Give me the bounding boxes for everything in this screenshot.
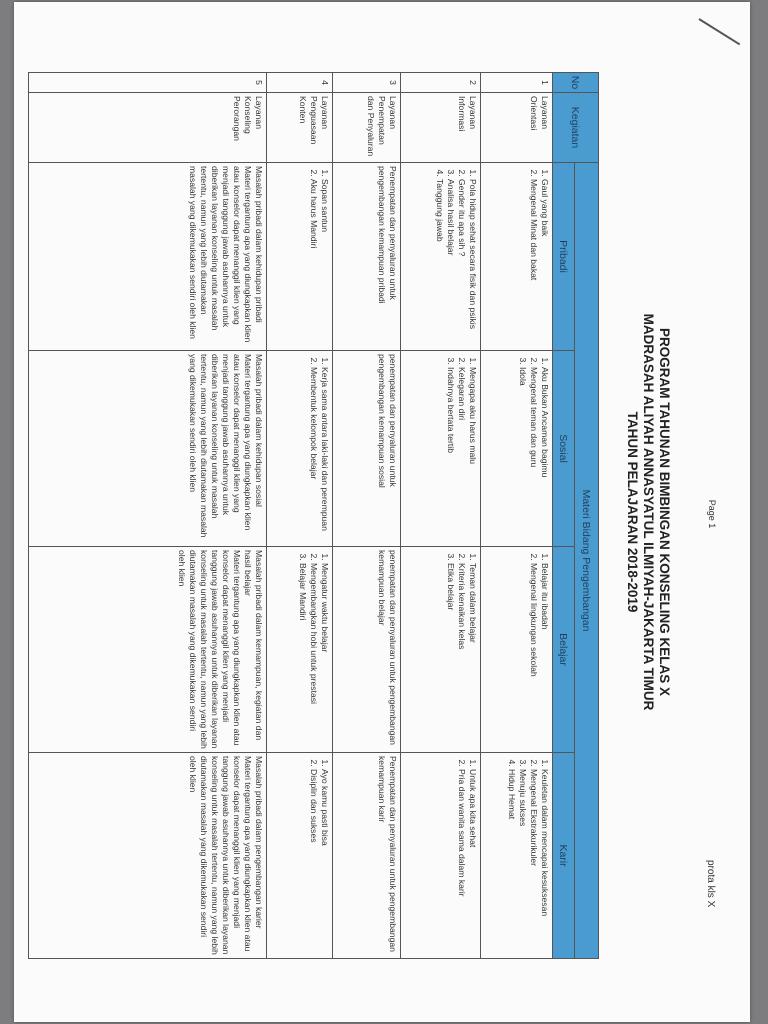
list-item: 2. Mengenal teman dan guru xyxy=(528,367,539,543)
row-number: 2 xyxy=(401,73,481,93)
pribadi-cell xyxy=(401,163,481,351)
belajar-list xyxy=(445,550,478,749)
belajar-list xyxy=(297,550,330,749)
list-item: 1. Belajar itu ibadah xyxy=(539,563,550,749)
title-line-2: MADRASAH ALIYAH ANNASYATUL ILMIYAH-JAKARTA TIMUR xyxy=(641,313,656,711)
list-item: 1. Keuletan dalam mencapai kesuksesan xyxy=(539,769,550,955)
document-code: prota kls X xyxy=(705,860,716,908)
belajar-paragraph: Materi tergantung apa yang diungkapkan klien atau konselor dapat menanggil klien yang menjadi tanggung jawab asuhannya untuk diberikan layanan konseling untuk masalah tertentu, namun yang lebih diutamakan masalah yang dikemukakan sendiri oleh klien xyxy=(177,550,242,749)
sosial-cell: penempatan dan penyaluran untuk pengembangan kemampuan sosial xyxy=(333,351,401,547)
title-line-3: TAHUN PELAJARAN 2018-2019 xyxy=(625,411,640,613)
pribadi-cell: Penempatan dan penyaluran untuk pengembangan kemampuan pribadi xyxy=(333,163,401,351)
sosial-paragraph: Materi tergantung apa yang diungkapkan klien atau konselor dapat menanggil klien yang menjadi tanggung jawab asuhannya untuk diberikan layanan konseling untuk masalah tertentu, namun yang lebih diutamakan masalah yang dikemukakan sendiri oleh klien xyxy=(188,354,253,538)
list-item: 3. Etika belajar xyxy=(445,563,456,749)
list-item: 1. Teman dalam belajar xyxy=(467,563,478,749)
karir-paragraph: Masalah pribadi dalam pengembangan karier xyxy=(254,756,264,929)
list-item: 1. Kerja sama antara laki-laki dan perempuan xyxy=(319,367,330,543)
list-item: 3. Idola xyxy=(517,367,528,543)
page-number: Page 1 xyxy=(707,499,717,529)
table-row xyxy=(29,73,267,959)
list-item: 2. Mengembangkan hobi untuk prestasi xyxy=(308,563,319,749)
karir-cell: Penempatan dan penyaluran untuk pengembangan kemampuan karir xyxy=(333,753,401,959)
header-belajar: Belajar xyxy=(553,547,575,753)
list-item: 1. Gaul yang baik xyxy=(539,179,550,347)
row-number: 3 xyxy=(333,73,401,93)
karir-cell xyxy=(401,753,481,959)
karir-cell xyxy=(29,753,267,959)
list-item: 3. Indahnya bertata tertib xyxy=(445,367,456,543)
belajar-cell: penempatan dan penyaluran untuk pengembangan kemampuan belajar xyxy=(333,547,401,753)
list-item: 2. Mengenal Minat dan bakat xyxy=(528,179,539,347)
header-karir: Karir xyxy=(553,753,575,959)
list-item: 2. Kelegaran diri xyxy=(456,367,467,543)
list-item: 1. Mengapa aku harus malu xyxy=(467,367,478,543)
table-row xyxy=(401,73,481,959)
belajar-cell xyxy=(481,547,553,753)
belajar-cell xyxy=(267,547,333,753)
list-item: 2. Gender itu apa sih ? xyxy=(456,179,467,347)
list-item: 2. Aku harus Mandiri xyxy=(308,179,319,347)
karir-paragraph: Materi tergantung apa yang diungkapkan klien atau konselor dapat menanggil klien yang menjadi tanggung jawab asuhannya untuk diberikan layanan konseling untuk masalah tertentu, namun yang lebih diutamakan masalah yang dikemukakan sendiri oleh klien xyxy=(188,756,253,955)
sosial-list xyxy=(445,354,478,543)
sosial-cell xyxy=(481,351,553,547)
kegiatan-cell: Layanan Penempatan dan Penyaluran xyxy=(333,93,401,163)
title-line-1: PROGRAM TAHUNAN BIMBINGAN KONSELING KELAS X xyxy=(657,327,672,696)
table-row xyxy=(481,73,553,959)
list-item: 2. Pria dan wanita sama dalam karir xyxy=(456,769,467,955)
pribadi-list xyxy=(434,166,478,347)
table-row xyxy=(267,73,333,959)
kegiatan-cell: Layanan Informasi xyxy=(401,93,481,163)
list-item: 2. Kriteria kenaikan kelas xyxy=(456,563,467,749)
sosial-cell xyxy=(29,351,267,547)
pribadi-cell xyxy=(481,163,553,351)
pribadi-cell xyxy=(29,163,267,351)
row-number: 5 xyxy=(29,73,267,93)
list-item: 2. Mengenal Ekstrakurikuler xyxy=(528,769,539,955)
header-pribadi: Pribadi xyxy=(553,163,575,351)
scanned-page xyxy=(14,2,750,1022)
header-no: No xyxy=(553,73,599,93)
list-item: 2. Disiplin dan sukses xyxy=(308,769,319,955)
sosial-list xyxy=(308,354,330,543)
list-item: 3. Analisa hasil belajar xyxy=(445,179,456,347)
pribadi-paragraph: Materi tergantung apa yang diungkapkan klien atau konselor dapat menanggil klien yang menjadi tanggung jawab asuhannya untuk diberikan layanan konseling untuk masalah tertentu, namun yang lebih diutamakan masalah yang dikemukakan sendiri oleh klien xyxy=(188,166,253,343)
list-item: 1. Pola hidup sehat secara fisik dan psikis xyxy=(467,179,478,347)
list-item: 3. Menuju sukses xyxy=(517,769,528,955)
row-number: 4 xyxy=(267,73,333,93)
header-kegiatan: Kegiatan xyxy=(553,93,599,163)
program-table xyxy=(28,72,599,958)
list-item: 1. Sopan santun xyxy=(319,179,330,347)
list-item: 1. Aku Bukan Ancaman bagimu xyxy=(539,367,550,543)
karir-cell xyxy=(267,753,333,959)
list-item: 3. Belajar Mandiri xyxy=(297,563,308,749)
list-item: 2. Mengenal lingkungan sekolah xyxy=(528,563,539,749)
table-body xyxy=(29,73,553,959)
list-item: 4. Tanggung jawab xyxy=(434,179,445,347)
rotated-page-content xyxy=(14,2,750,1022)
kegiatan-cell: Layanan Penguasaan Konten xyxy=(267,93,333,163)
belajar-cell xyxy=(401,547,481,753)
pribadi-list xyxy=(528,166,550,347)
header-materi: Materi Bidang Pengembangan xyxy=(575,163,599,959)
sosial-list xyxy=(517,354,550,543)
list-item: 1. Mengatur waktu belajar xyxy=(319,563,330,749)
sosial-paragraph: Masalah pribadi dalam kehidupan sosial xyxy=(254,354,264,507)
karir-list xyxy=(308,756,330,955)
karir-list xyxy=(456,756,478,955)
header-sosial: Sosial xyxy=(553,351,575,547)
kegiatan-cell: Layanan Konseling Perorangan xyxy=(29,93,267,163)
list-item: 4. Hidup Hemat xyxy=(506,769,517,955)
belajar-list xyxy=(528,550,550,749)
row-number: 1 xyxy=(481,73,553,93)
list-item: 1. Ayo kamu pasti bisa xyxy=(319,769,330,955)
karir-cell xyxy=(481,753,553,959)
list-item: 1. Untuk apa kita sehat xyxy=(467,769,478,955)
table-row xyxy=(333,73,401,959)
list-item: 2. Membentuk kelompok belajar xyxy=(308,367,319,543)
sosial-cell xyxy=(267,351,333,547)
pribadi-list xyxy=(308,166,330,347)
document-title xyxy=(624,112,672,912)
kegiatan-cell: Layanan Orientasi xyxy=(481,93,553,163)
karir-list xyxy=(506,756,550,955)
sosial-cell xyxy=(401,351,481,547)
belajar-cell xyxy=(29,547,267,753)
pribadi-cell xyxy=(267,163,333,351)
pribadi-paragraph: Masalah pribadi dalam kehidupan pribadi xyxy=(254,166,264,323)
belajar-paragraph: Masalah pribadi dalam kemampuan, kegiatan dan hasil belajar xyxy=(243,550,264,741)
